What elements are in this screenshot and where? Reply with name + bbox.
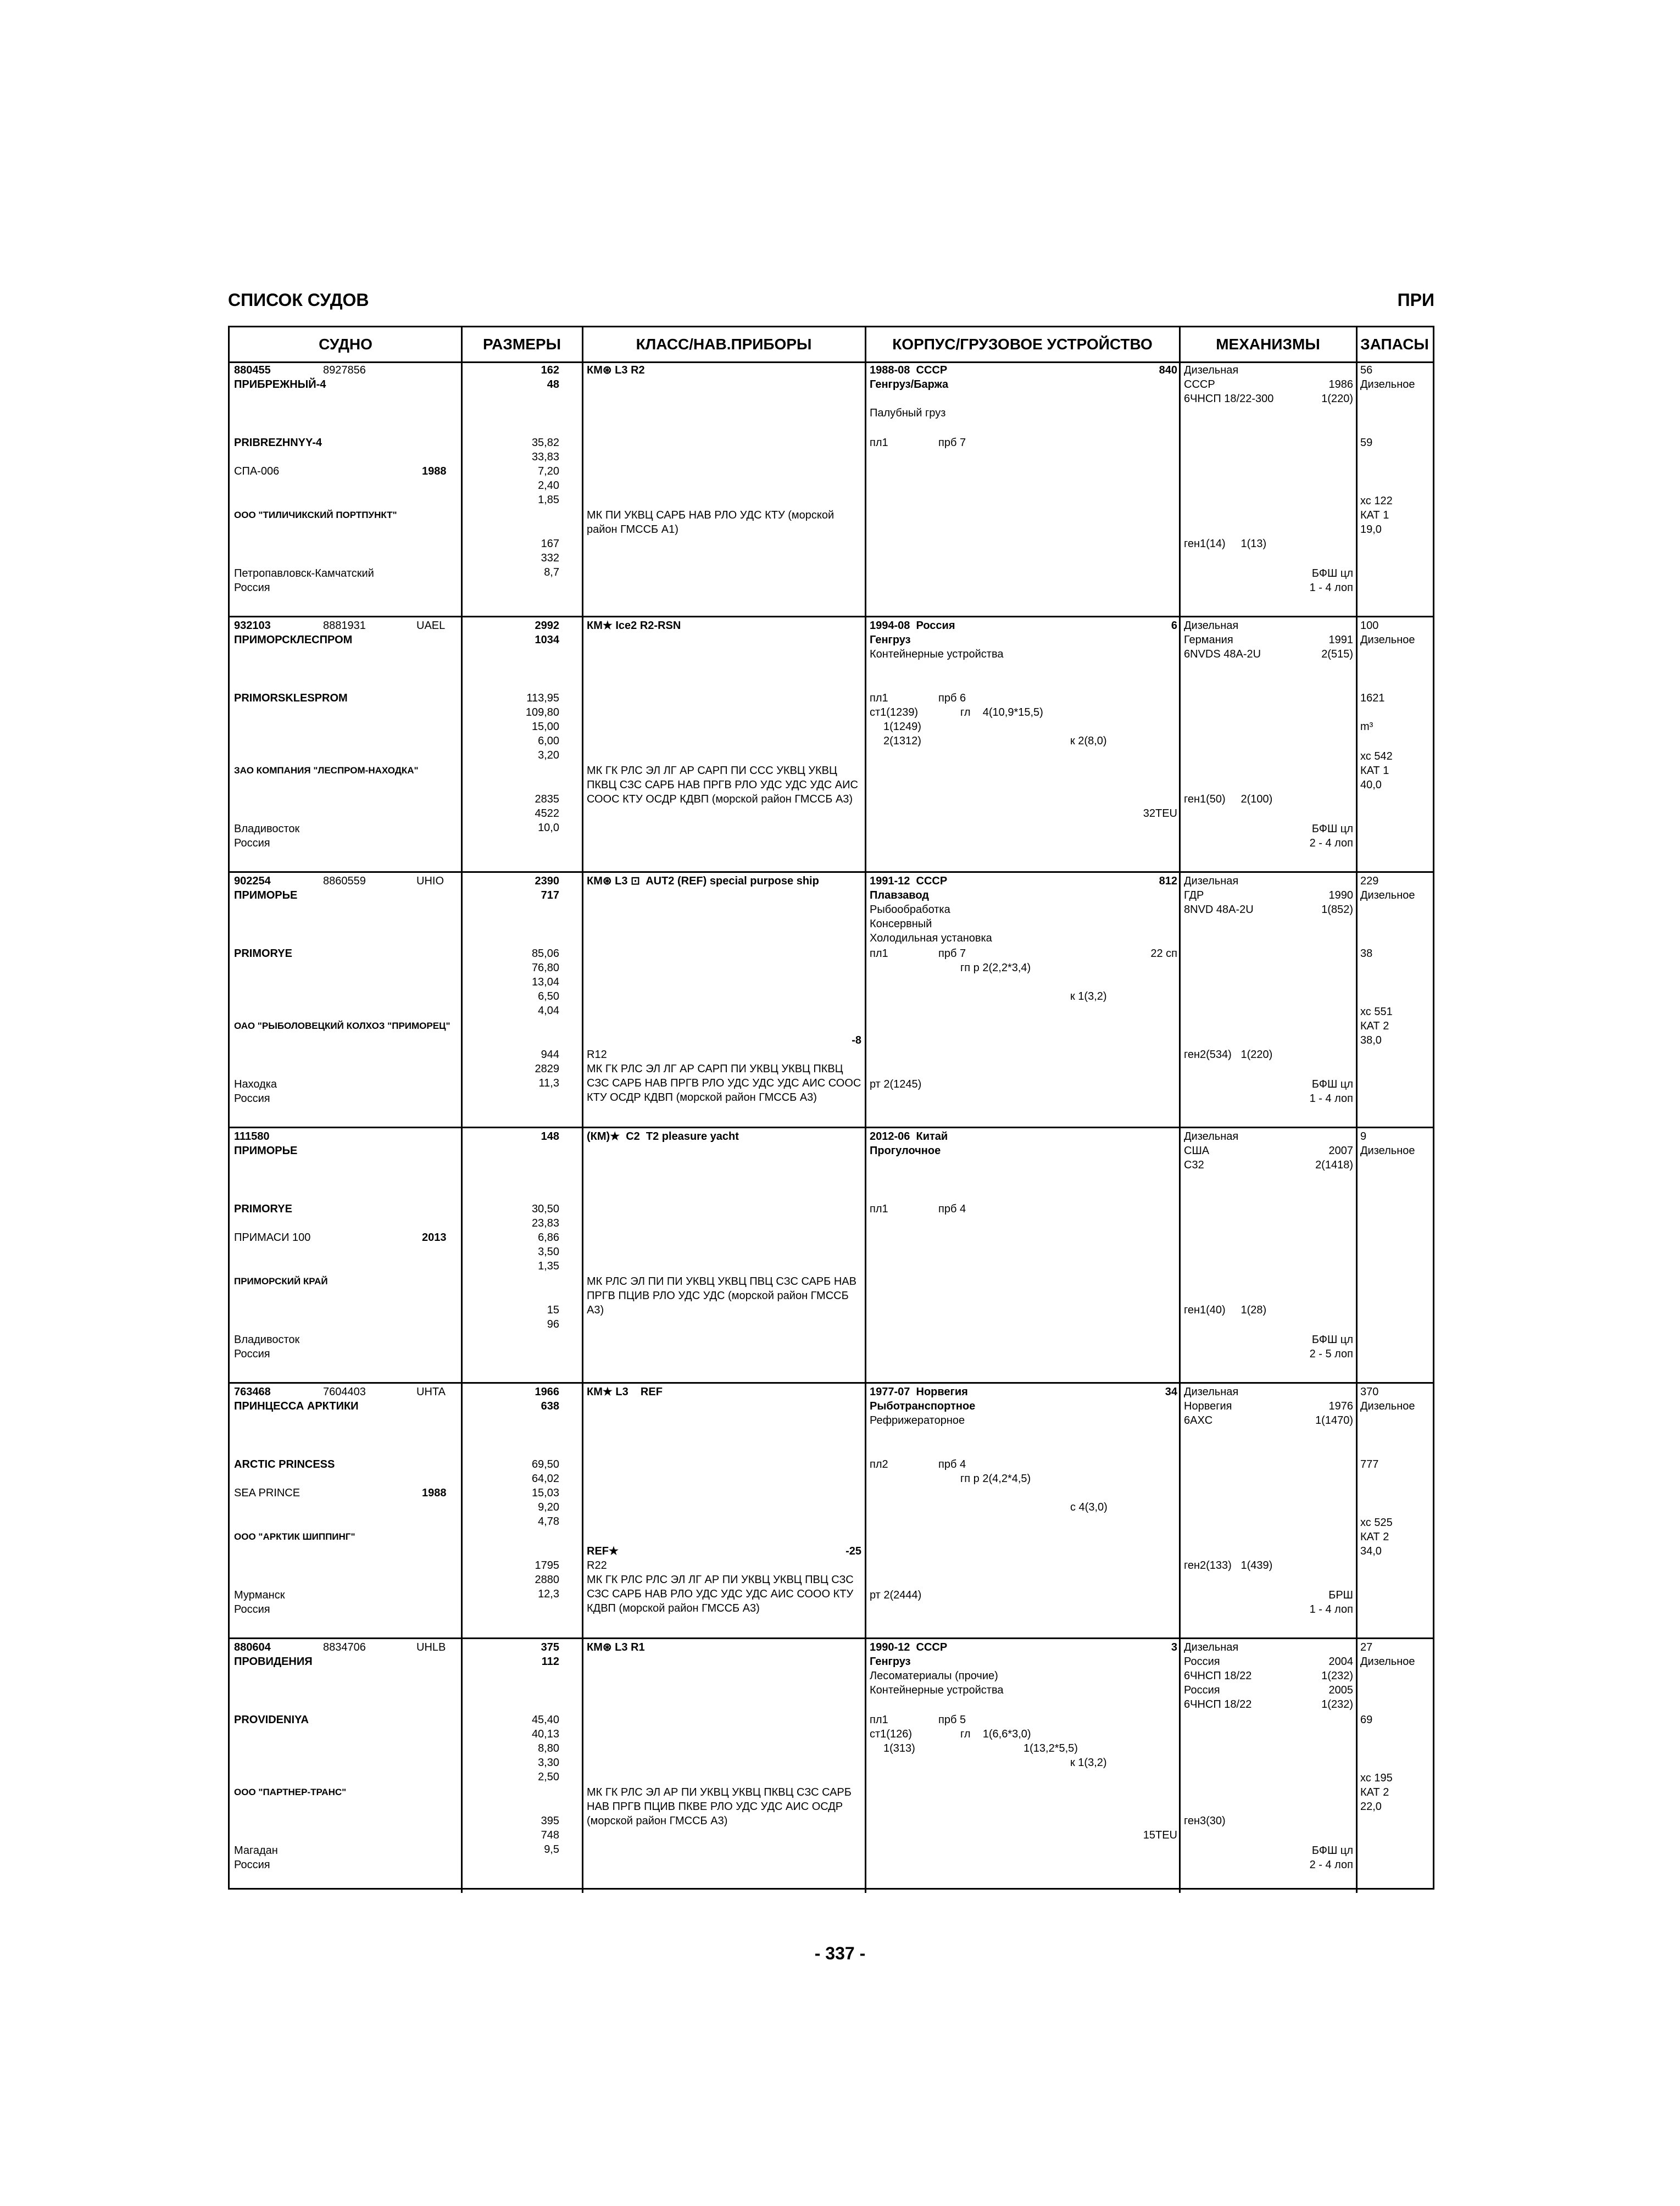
former-year: 2013	[422, 1232, 447, 1244]
dimension: 35,82	[531, 437, 559, 449]
ship-name-latin: PRIBREZHNYY-4	[234, 437, 322, 449]
imo-number: 8860559	[323, 875, 366, 887]
engine-country: Россия	[1184, 1656, 1220, 1668]
ship-id: 902254	[234, 875, 271, 887]
dimension: 9,20	[538, 1501, 559, 1513]
build-number: 840	[1159, 364, 1177, 376]
capacity: 1795	[535, 1559, 559, 1572]
crane: к 1(3,2)	[1070, 990, 1107, 1002]
tonnage: 1966	[535, 1386, 559, 1398]
owner-name: ООО "ПАРТНЕР-ТРАНС"	[234, 1787, 347, 1797]
capacity: 9,5	[544, 1843, 559, 1856]
generators: ген1(40) 1(28)	[1184, 1304, 1267, 1316]
nav-equipment: МК ГК РЛС ЭЛ ЛГ АР САРП ПИ ССС УКВЦ УКВЦ ПКВЦ СЗС САРБ НАВ ПРГВ РЛО УДС УДС УДС АИС СООС КТУ ОСДР КДВП (морской район ГМССБ А3)	[587, 765, 858, 805]
category-value: 34,0	[1360, 1545, 1382, 1557]
ship-entry	[230, 1384, 1433, 1639]
ice-class: БФШ цл	[1311, 1845, 1353, 1857]
capacity: 2829	[535, 1063, 559, 1075]
tonnage: 638	[541, 1400, 559, 1412]
owner-name: ПРИМОРСКИЙ КРАЙ	[234, 1276, 328, 1286]
build-date-country: 1977-07 Норвегия	[870, 1386, 968, 1398]
ship-name: ПРИНЦЕССА АРКТИКИ	[234, 1400, 359, 1412]
category: КАТ 2	[1360, 1531, 1389, 1543]
category-value: 19,0	[1360, 523, 1382, 536]
holds-2: ст1(126)	[870, 1728, 912, 1740]
owner-name: ЗАО КОМПАНИЯ "ЛЕСПРОМ-НАХОДКА"	[234, 765, 419, 776]
tonnage: 1034	[535, 634, 559, 646]
capacity: 748	[541, 1829, 559, 1841]
holds: пл1	[870, 692, 888, 704]
capacity: 11,3	[538, 1077, 559, 1089]
class-sub-value: -25	[845, 1545, 861, 1557]
engine-year: 1990	[1328, 889, 1353, 901]
category-value: 22,0	[1360, 1801, 1382, 1813]
refrigerated-hold: хс 542	[1360, 750, 1393, 762]
ship-name-latin: PROVIDENIYA	[234, 1714, 309, 1726]
refrigerated-hold: хс 551	[1360, 1006, 1393, 1018]
col-header-machinery: МЕХАНИЗМЫ	[1180, 327, 1356, 363]
dimension: 30,50	[531, 1203, 559, 1215]
engine-power: 1(1470)	[1315, 1414, 1353, 1427]
propeller-info: 2 - 4 лоп	[1309, 837, 1353, 849]
capacity: 395	[541, 1815, 559, 1827]
capacity: 15	[547, 1304, 559, 1316]
dimension: 3,30	[538, 1757, 559, 1769]
ship-entry	[230, 873, 1433, 1128]
category-value: 40,0	[1360, 779, 1382, 791]
engine-model: 6NVDS 48A-2U	[1184, 648, 1261, 660]
col-header-dimensions: РАЗМЕРЫ	[461, 327, 582, 363]
refrigerated-hold: хс 525	[1360, 1517, 1393, 1529]
crane: к 1(3,2)	[1070, 1757, 1107, 1769]
holds: пл1	[870, 1714, 888, 1726]
category: КАТ 1	[1360, 509, 1389, 521]
engine-model: C32	[1184, 1159, 1204, 1171]
dimension: 15,00	[531, 721, 559, 733]
propeller-info: 1 - 4 лоп	[1309, 1093, 1353, 1105]
ship-type: Прогулочное	[870, 1145, 941, 1157]
call-sign: UHTA	[416, 1386, 446, 1398]
capacity: 167	[541, 538, 559, 550]
engine-model: 8NVD 48A-2U	[1184, 904, 1254, 916]
class-notation: КМ⊛ L3 ⊡ AUT2 (REF) special purpose ship	[587, 875, 819, 887]
generators: ген1(14) 1(13)	[1184, 538, 1267, 550]
imo-number: 7604403	[323, 1386, 366, 1398]
engine-country: ГДР	[1184, 889, 1204, 901]
flag-country: Россия	[234, 1859, 270, 1871]
page-number: - 337 -	[814, 1943, 866, 1963]
cargo-gear: гп р 2(2,2*3,4)	[960, 962, 1031, 974]
bulkheads: прб 7	[938, 948, 966, 960]
generators: ген1(50) 2(100)	[1184, 793, 1273, 805]
class-notation: КМ★ Ice2 R2-RSN	[587, 620, 681, 632]
engine-type: Дизельная	[1184, 620, 1239, 632]
fuel-type: Дизельное	[1360, 889, 1415, 901]
propeller-info: 2 - 5 лоп	[1309, 1348, 1353, 1360]
ice-class: БФШ цл	[1311, 823, 1353, 835]
capacity: 10,0	[538, 822, 559, 834]
dimension: 109,80	[525, 706, 559, 718]
ship-type-2: Лесоматериалы (прочие)	[870, 1670, 998, 1682]
dimension: 4,04	[538, 1005, 559, 1017]
holds: пл2	[870, 1458, 888, 1470]
dimension: 1,35	[538, 1260, 559, 1272]
dimension: 8,80	[538, 1742, 559, 1754]
water-capacity: 1621	[1360, 692, 1385, 704]
fuel-type: Дизельное	[1360, 1400, 1415, 1412]
home-port: Магадан	[234, 1845, 278, 1857]
dimension: 85,06	[531, 948, 559, 960]
capacity-unit: m³	[1360, 721, 1373, 733]
engine-model: 6AXC	[1184, 1414, 1213, 1427]
holds-3: 1(313)	[883, 1742, 915, 1754]
engine-power: 2(1418)	[1315, 1159, 1353, 1171]
nav-equipment: МК ГК РЛС ЭЛ АР ПИ УКВЦ УКВЦ ПКВЦ СЗС САРБ НАВ ПРГВ ПЦИВ ПКВЕ РЛО УДС УДС АИС ОСДР (морской район ГМССБ А3)	[587, 1786, 852, 1827]
engine-year: 1991	[1328, 634, 1353, 646]
tonnage: 2992	[535, 620, 559, 632]
dimension: 64,02	[531, 1473, 559, 1485]
ship-name: ПРИМОРЬЕ	[234, 889, 298, 901]
engine-year: 1986	[1328, 378, 1353, 391]
engine-year: 2004	[1328, 1656, 1353, 1668]
engine-country: СССР	[1184, 378, 1215, 391]
imo-number: 8881931	[323, 620, 366, 632]
class-sub-value: -8	[852, 1034, 861, 1046]
fuel-type: Дизельное	[1360, 378, 1415, 391]
col-header-class: КЛАСС/НАВ.ПРИБОРЫ	[582, 327, 865, 363]
home-port: Мурманск	[234, 1589, 285, 1601]
engine-type: Дизельная	[1184, 875, 1239, 887]
home-port: Находка	[234, 1078, 277, 1090]
bulkheads: прб 4	[938, 1458, 966, 1470]
ship-name: ПРОВИДЕНИЯ	[234, 1656, 313, 1668]
tonnage: 717	[541, 889, 559, 901]
col-header-ship: СУДНО	[230, 327, 461, 363]
class-notation: КМ⊛ L3 R2	[587, 364, 645, 376]
engine-type: Дизельная	[1184, 364, 1239, 376]
engine-year-2: 2005	[1328, 1684, 1353, 1696]
crane: к 2(8,0)	[1070, 735, 1107, 747]
home-port: Владивосток	[234, 1334, 300, 1346]
fuel-type: Дизельное	[1360, 1656, 1415, 1668]
water-capacity: 777	[1360, 1458, 1379, 1470]
category: КАТ 2	[1360, 1786, 1389, 1798]
bulkheads: прб 5	[938, 1714, 966, 1726]
engine-model: 6ЧНСП 18/22-300	[1184, 393, 1274, 405]
ship-table	[228, 326, 1434, 1890]
ice-class: БФШ цл	[1311, 1078, 1353, 1090]
ship-name: ПРИБРЕЖНЫЙ-4	[234, 378, 326, 391]
owner-name: ООО "АРКТИК ШИППИНГ"	[234, 1531, 355, 1542]
water-capacity: 59	[1360, 437, 1373, 449]
class-sub2: R12	[587, 1049, 607, 1061]
engine-country-2: Россия	[1184, 1684, 1220, 1696]
holds: пл1	[870, 948, 888, 960]
nav-equipment: МК ПИ УКВЦ САРБ НАВ РЛО УДС КТУ (морской район ГМССБ А1)	[587, 509, 835, 536]
build-number: 34	[1165, 1386, 1177, 1398]
category-value: 38,0	[1360, 1034, 1382, 1046]
home-port: Петропавловск-Камчатский	[234, 567, 374, 580]
class-sub2: R22	[587, 1559, 607, 1572]
dimension: 3,50	[538, 1246, 559, 1258]
engine-type: Дизельная	[1184, 1641, 1239, 1653]
ship-type-3: Контейнерные устройства	[870, 1684, 1004, 1696]
page-header-left: СПИСОК СУДОВ	[228, 290, 369, 310]
owner-name: ОАО "РЫБОЛОВЕЦКИЙ КОЛХОЗ "ПРИМОРЕЦ"	[234, 1021, 450, 1031]
propeller-info: 2 - 4 лоп	[1309, 1859, 1353, 1871]
dimension: 113,95	[526, 692, 559, 704]
dimension: 69,50	[531, 1458, 559, 1470]
fuel-type: Дизельное	[1360, 634, 1415, 646]
tonnage: 162	[541, 364, 559, 376]
engine-year: 2007	[1328, 1145, 1353, 1157]
capacity: 8,7	[544, 566, 559, 578]
former-year: 1988	[422, 465, 447, 477]
teu-capacity: 15TEU	[1143, 1829, 1177, 1841]
dimension: 6,00	[538, 735, 559, 747]
ship-id: 880455	[234, 364, 271, 376]
dimension: 6,86	[538, 1232, 559, 1244]
build-date-country: 2012-06 Китай	[870, 1130, 948, 1143]
tonnage: 148	[541, 1130, 559, 1143]
ship-type: Плавзавод	[870, 889, 929, 901]
engine-type: Дизельная	[1184, 1130, 1239, 1143]
owner-name: ООО "ТИЛИЧИКСКИЙ ПОРТПУНКТ"	[234, 510, 397, 520]
ship-type-3: Консервный	[870, 918, 932, 930]
ship-id: 111580	[234, 1130, 270, 1143]
ship-type-2: Рыбообработка	[870, 904, 950, 916]
ship-name: ПРИМОРСКЛЕСПРОМ	[234, 634, 353, 646]
ship-id: 932103	[234, 620, 271, 632]
tonnage: 2390	[535, 875, 559, 887]
ship-type: Генгруз	[870, 1656, 911, 1668]
generators: ген3(30)	[1184, 1815, 1226, 1827]
ship-type-4: Холодильная установка	[870, 932, 992, 944]
build-number: 3	[1171, 1641, 1177, 1653]
fuel-capacity: 9	[1360, 1130, 1367, 1143]
dimension: 76,80	[531, 962, 559, 974]
ship-name-latin: PRIMORSKLESPROM	[234, 692, 348, 704]
fuel-capacity: 27	[1360, 1641, 1373, 1653]
water-capacity: 69	[1360, 1714, 1373, 1726]
nav-equipment: МК ГК РЛС ЭЛ ЛГ АР САРП ПИ УКВЦ УКВЦ ПКВЦ СЗС САРБ НАВ ПРГВ РЛО УДС УДС УДС АИС СООС КТУ ОСДР КДВП (морской район ГМССБ А3)	[587, 1063, 861, 1104]
ship-entry	[230, 1639, 1433, 1893]
col-header-hull: КОРПУС/ГРУЗОВОЕ УСТРОЙСТВО	[865, 327, 1180, 363]
dimension: 3,20	[538, 749, 559, 761]
fuel-capacity: 56	[1360, 364, 1373, 376]
engine-year: 1976	[1328, 1400, 1353, 1412]
propeller-info: 1 - 4 лоп	[1309, 582, 1353, 594]
former-name: SEA PRINCE	[234, 1487, 301, 1499]
build-number: 812	[1159, 875, 1177, 887]
former-name: СПА-006	[234, 465, 280, 477]
dimension: 2,40	[538, 480, 559, 492]
tonnage: 375	[541, 1641, 559, 1653]
water-capacity: 38	[1360, 948, 1373, 960]
engine-country: Норвегия	[1184, 1400, 1232, 1412]
dimension: 2,50	[538, 1771, 559, 1783]
build-date-country: 1988-08 СССР	[870, 364, 948, 376]
capacity: 12,3	[538, 1588, 559, 1600]
build-date-country: 1990-12 СССР	[870, 1641, 948, 1653]
tonnage: 48	[547, 378, 559, 391]
hull-extra: 22 сп	[1150, 948, 1177, 960]
flag-country: Россия	[234, 837, 270, 849]
flag-country: Россия	[234, 582, 270, 594]
holds: пл1	[870, 437, 888, 449]
ship-name-latin: ARCTIC PRINCESS	[234, 1458, 335, 1470]
engine-country: Германия	[1184, 634, 1233, 646]
ship-type: Генгруз/Баржа	[870, 378, 949, 391]
engine-power: 2(515)	[1321, 648, 1353, 660]
engine-power-2: 1(232)	[1321, 1698, 1353, 1711]
page-header-right: ПРИ	[1397, 290, 1434, 310]
ship-entry	[230, 362, 1433, 617]
generators: ген2(534) 1(220)	[1184, 1049, 1273, 1061]
ship-entry	[230, 1128, 1433, 1384]
class-notation: (КМ)★ C2 T2 pleasure yacht	[587, 1130, 739, 1143]
imo-number: 8927856	[323, 364, 366, 376]
call-sign: UHLB	[416, 1641, 446, 1653]
flag-country: Россия	[234, 1348, 270, 1360]
fuel-capacity: 370	[1360, 1386, 1379, 1398]
ice-class: БФШ цл	[1311, 567, 1353, 580]
holds-2: ст1(1239)	[870, 706, 919, 718]
former-year: 1988	[422, 1487, 447, 1499]
ship-name-latin: PRIMORYE	[234, 1203, 292, 1215]
ship-type: Рыботранспортное	[870, 1400, 976, 1412]
ship-type-2: Контейнерные устройства	[870, 648, 1004, 660]
call-sign: UAEL	[416, 620, 446, 632]
engine-power: 1(220)	[1321, 393, 1353, 405]
nav-equipment: МК ГК РЛС РЛС ЭЛ ЛГ АР ПИ УКВЦ УКВЦ ПВЦ СЗС СЗС САРБ НАВ РЛО УДС УДС УДС АИС СООО КТУ КДВП (морской район ГМССБ А3)	[587, 1574, 854, 1614]
refrigerated-hold: хс 122	[1360, 495, 1393, 507]
bulkheads: прб 7	[938, 437, 966, 449]
capacity: 96	[547, 1318, 559, 1330]
nav-equipment: МК РЛС ЭЛ ПИ ПИ УКВЦ УКВЦ ПВЦ СЗС САРБ НАВ ПРГВ ПЦИВ РЛО УДС УДС (морской район ГМССБ А3)	[587, 1275, 856, 1316]
holds-3: 1(1249) 2(1312)	[883, 721, 921, 747]
ship-id: 763468	[234, 1386, 271, 1398]
dimension: 7,20	[538, 465, 559, 477]
imo-number: 8834706	[323, 1641, 366, 1653]
category: КАТ 2	[1360, 1020, 1389, 1032]
tonnage: 112	[541, 1656, 559, 1668]
capacity: 944	[541, 1049, 559, 1061]
build-number: 6	[1171, 620, 1177, 632]
engine-model-2: 6ЧНСП 18/22	[1184, 1698, 1252, 1711]
ice-class: БФШ цл	[1311, 1334, 1353, 1346]
bulkheads: прб 6	[938, 692, 966, 704]
fuel-type: Дизельное	[1360, 1145, 1415, 1157]
flag-country: Россия	[234, 1603, 270, 1615]
cargo-gear: гп р 2(4,2*4,5)	[960, 1473, 1031, 1485]
bulkheads: прб 4	[938, 1203, 966, 1215]
call-sign: UHIO	[416, 875, 444, 887]
ship-name: ПРИМОРЬЕ	[234, 1145, 298, 1157]
generators: ген2(133) 1(439)	[1184, 1559, 1273, 1572]
teu-capacity: 32TEU	[1143, 807, 1177, 820]
ship-id: 880604	[234, 1641, 271, 1653]
capacity: 2835	[535, 793, 559, 805]
crane: с 4(3,0)	[1070, 1501, 1108, 1513]
col-header-stores: ЗАПАСЫ	[1356, 327, 1433, 363]
dimension: 33,83	[531, 451, 559, 463]
dimension: 1,85	[538, 494, 559, 506]
cargo-gear: гл 1(6,6*3,0)	[960, 1728, 1031, 1740]
engine-country: США	[1184, 1145, 1210, 1157]
engine-type: Дизельная	[1184, 1386, 1239, 1398]
category: КАТ 1	[1360, 765, 1389, 777]
cargo-note: рт 2(1245)	[870, 1078, 922, 1090]
class-notation: КМ★ L3 REF	[587, 1386, 663, 1398]
capacity: 332	[541, 552, 559, 564]
ship-entry	[230, 617, 1433, 873]
former-name: ПРИМАСИ 100	[234, 1232, 311, 1244]
engine-model: 6ЧНСП 18/22	[1184, 1670, 1252, 1682]
cargo-gear-2: 1(13,2*5,5)	[1023, 1742, 1078, 1754]
class-notation: КМ⊛ L3 R1	[587, 1641, 645, 1653]
flag-country: Россия	[234, 1093, 270, 1105]
dimension: 15,03	[531, 1487, 559, 1499]
holds: пл1	[870, 1203, 888, 1215]
dimension: 6,50	[538, 990, 559, 1002]
fuel-capacity: 100	[1360, 620, 1379, 632]
ship-type-2: Рефрижераторное	[870, 1414, 965, 1427]
dimension: 13,04	[531, 976, 559, 988]
dimension: 23,83	[531, 1217, 559, 1229]
propeller-info: 1 - 4 лоп	[1309, 1603, 1353, 1615]
capacity: 4522	[535, 807, 559, 820]
refrigerated-hold: хс 195	[1360, 1772, 1393, 1784]
cargo-gear: гл 4(10,9*15,5)	[960, 706, 1043, 718]
fuel-capacity: 229	[1360, 875, 1379, 887]
ice-class: БРШ	[1328, 1589, 1353, 1601]
build-date-country: 1991-12 СССР	[870, 875, 948, 887]
home-port: Владивосток	[234, 823, 300, 835]
dimension: 45,40	[531, 1714, 559, 1726]
class-sub: REF★	[587, 1545, 619, 1557]
dimension: 40,13	[531, 1728, 559, 1740]
ship-name-latin: PRIMORYE	[234, 948, 292, 960]
capacity: 2880	[535, 1574, 559, 1586]
ship-type: Генгруз	[870, 634, 911, 646]
ship-type-3: Палубный груз	[870, 407, 946, 419]
engine-power: 1(852)	[1321, 904, 1353, 916]
engine-power: 1(232)	[1321, 1670, 1353, 1682]
dimension: 4,78	[538, 1516, 559, 1528]
build-date-country: 1994-08 Россия	[870, 620, 955, 632]
cargo-note: рт 2(2444)	[870, 1589, 922, 1601]
